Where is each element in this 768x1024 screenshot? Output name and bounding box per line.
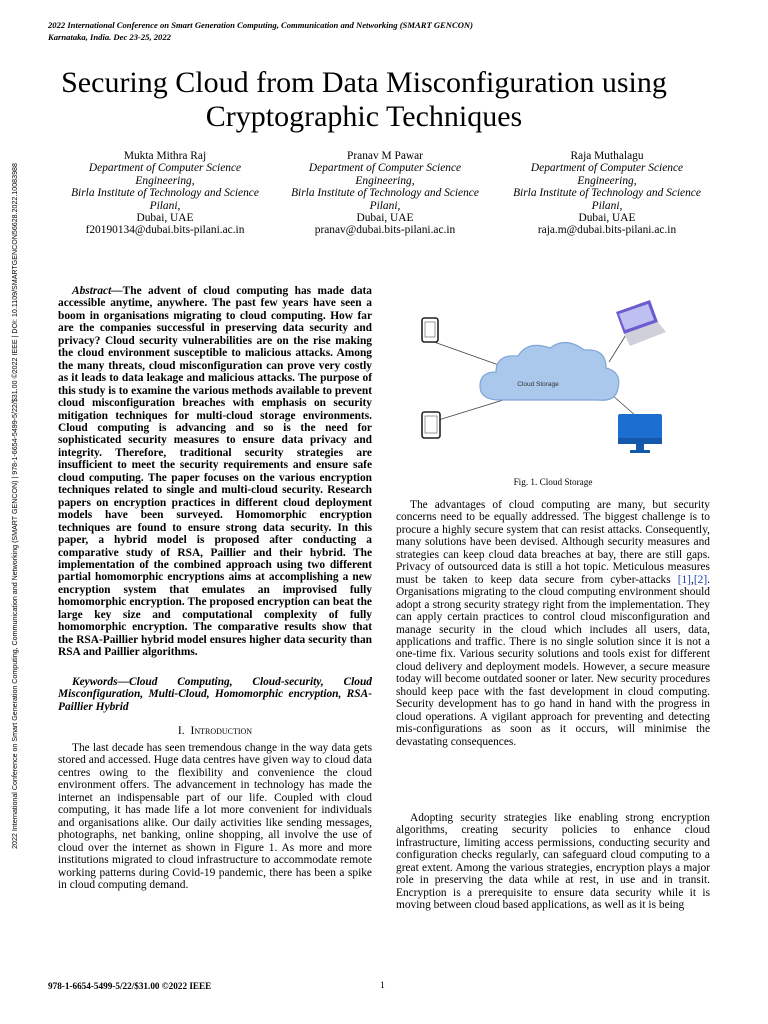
- citation-link-1[interactable]: [1]: [677, 573, 691, 586]
- smartphone-icon: [422, 318, 438, 342]
- monitor-icon: [618, 414, 662, 453]
- introduction-body: [58, 742, 372, 891]
- author-institution-cont: Pilani,: [149, 199, 181, 212]
- author-block-1: [54, 150, 276, 237]
- paper-title: [40, 66, 688, 134]
- title-line-2: Cryptographic Techniques: [205, 100, 523, 133]
- author-department: Department of Computer Science: [308, 162, 462, 175]
- author-name: Raja Muthalagu: [570, 150, 644, 162]
- cloud-storage-figure: [404, 292, 704, 462]
- section-title: Introduction: [190, 724, 253, 737]
- author-location: Dubai, UAE: [356, 212, 414, 225]
- author-email: pranav@dubai.bits-pilani.ac.in: [314, 224, 456, 237]
- author-institution-cont: Pilani,: [591, 199, 623, 212]
- introduction-paragraph: The last decade has seen tremendous change in the way data gets stored and accessed. Huge data centres have given way to cloud data centres owing to the flexibility and convenience the cloud environment offers. The advancement in technology has made the internet an indispensable part of our life. Coupled with cloud computing, it has made life a lot more convenient for individuals and organisations alike. Our daily activities like sending messages, photographs, net banking, online shopping, all involve the use of cloud over the internet as shown in Figure 1. As more and more institutions migrated to cloud infrastructure to accommodate remote working patterns during Covid-19 pandemic, there has been a spike in cloud computing demand.: [58, 742, 372, 891]
- section-heading: [58, 724, 372, 738]
- keywords-text: Cloud Computing, Cloud-security, Cloud Misconfiguration, Multi-Cloud, Homomorphic encryption, RSA-Paillier Hybrid: [58, 676, 372, 713]
- author-block-3: [496, 150, 718, 237]
- cloud-icon: [480, 342, 619, 400]
- doi-sidebar: 2022 International Conference on Smart Generation Computing, Communication and Networking (SMART GENCON) | 978-1-6654-5499-5/22/$31.00 ©2022 IEEE | DOI: 10.1109/SMARTGENCON56628.2022.10083988: [11, 163, 19, 849]
- author-location: Dubai, UAE: [578, 212, 636, 225]
- paragraph-text: Adopting security strategies like enabling strong encryption algorithms, creating security policies to enhance cloud infrastructure, limiting access permissions, conducting security and configuration checks regularly, can safeguard cloud computing to a great extent. Among the various strategies, encryption plays a major role in preserving the data while at rest, in use and in transit. Encryption is a prerequisite to ensure data security while it is moving between cloud based applications, as well as it is being: [396, 812, 710, 912]
- section-number: I.: [177, 724, 185, 737]
- author-institution: Birla Institute of Technology and Science: [71, 187, 259, 200]
- figure-caption: Fig. 1. Cloud Storage: [513, 477, 593, 487]
- title-line-1: Securing Cloud from Data Misconfiguration using: [61, 66, 667, 99]
- author-department-cont: Engineering,: [577, 174, 637, 187]
- keywords-dash: —: [117, 676, 129, 688]
- author-department: Department of Computer Science: [88, 162, 242, 175]
- right-column-paragraph-1: [396, 499, 710, 748]
- right-column-paragraph-2: [396, 812, 710, 912]
- author-department-cont: Engineering,: [355, 174, 415, 187]
- author-institution-cont: Pilani,: [369, 199, 401, 212]
- author-department-cont: Engineering,: [135, 174, 195, 187]
- citation-link-2[interactable]: [2]: [693, 573, 708, 586]
- author-department: Department of Computer Science: [530, 162, 684, 175]
- page-number: 1: [380, 980, 385, 991]
- author-location: Dubai, UAE: [136, 212, 194, 225]
- author-email: f20190134@dubai.bits-pilani.ac.in: [85, 224, 245, 237]
- abstract-dash: —: [111, 285, 123, 297]
- conference-header: [48, 19, 688, 43]
- abstract: [58, 285, 372, 659]
- author-institution: Birla Institute of Technology and Science: [291, 187, 479, 200]
- paragraph-text-cont: . Organisations migrating to the cloud computing environment should adopt a strong security strategy right from the implementation. They can apply certain practices to control cloud misconfiguration and manage security in the cloud which includes all users, data, applications and traffic. There is no single solution since it is not a one-time fix. Various security solutions and tools exist for different cloud delivery and deployment models. However, a secure measure today will become outdated sooner or later. New security procedures should keep pace with the fast development in cloud computing. Security development has to go hand in hand with the progress in cloud operations. A vigilant approach for preventing and detecting mis-configurations as soon as it occurs, will minimise the devastating consequences.: [396, 573, 710, 748]
- conference-name: 2022 International Conference on Smart Generation Computing, Communication and Networking (SMART GENCON): [48, 20, 473, 30]
- author-name: Mukta Mithra Raj: [123, 150, 207, 162]
- author-name: Pranav M Pawar: [347, 150, 423, 162]
- author-email: raja.m@dubai.bits-pilani.ac.in: [537, 224, 677, 237]
- conference-location-date: Karnataka, India. Dec 23-25, 2022: [48, 32, 171, 42]
- abstract-label: Abstract: [72, 285, 112, 297]
- tablet-icon: [422, 412, 440, 438]
- keywords-label: Keywords: [72, 676, 118, 688]
- footer-copyright: 978-1-6654-5499-5/22/$31.00 ©2022 IEEE: [48, 981, 212, 991]
- paragraph-text: The advantages of cloud computing are many, but security concerns need to be equally addressed. The biggest challenge is to procure a highly secure system that can resist attacks. Consequently, many solutions have been devised. Although security measures and strategies can keep cloud data breaches at bay, there are still gaps. Privacy of outsourced data is still a hot topic. Meticulous measures must be taken to keep data secure from cyber-attacks: [396, 499, 710, 586]
- citation-separator: ,: [690, 573, 694, 586]
- cloud-label: Cloud Storage: [517, 381, 559, 388]
- abstract-text: The advent of cloud computing has made data accessible anytime, anywhere. The past few years have seen a boom in organisations migrating to cloud computing. How far are the companies successful in preserving data security and privacy? Cloud security vulnerabilities are on the rise making the cloud environment susceptible to malicious attacks. Among the many threats, cloud misconfiguration can prove very costly as it leads to data leakage and malicious attacks. The purpose of this study is to examine the various methods available to prevent cloud misconfiguration breaches with emphasis on security mitigation techniques for multi-cloud storage environments. Cloud computing is advancing and so is the need for sophisticated security measures to ensure data privacy and integrity. Therefore, traditional security strategies are insufficient to meet the security requirements and ensure safe cloud computing. The paper focuses on the various encryption techniques related to single and multi-cloud security. Research papers on encryption practices in different cloud deployment models have been surveyed. Homomorphic encryption techniques are found to ensure strong data security. In this paper, a hybrid model is proposed after conducting a comparative study of RSA, Paillier and their hybrid. The implementation of the combined approach using two different partial homomorphic encryptions aims at accomplishing a new encryption system that emulates an improvised fully homomorphic encryption. The proposed encryption can beat the large key size and computational complexity of fully homomorphic encryption. The comparative results show that the RSA-Paillier hybrid model ensures higher data security than RSA and Paillier algorithms.: [58, 285, 372, 659]
- author-institution: Birla Institute of Technology and Science: [513, 187, 701, 200]
- keywords: [58, 676, 372, 713]
- author-block-2: [274, 150, 496, 237]
